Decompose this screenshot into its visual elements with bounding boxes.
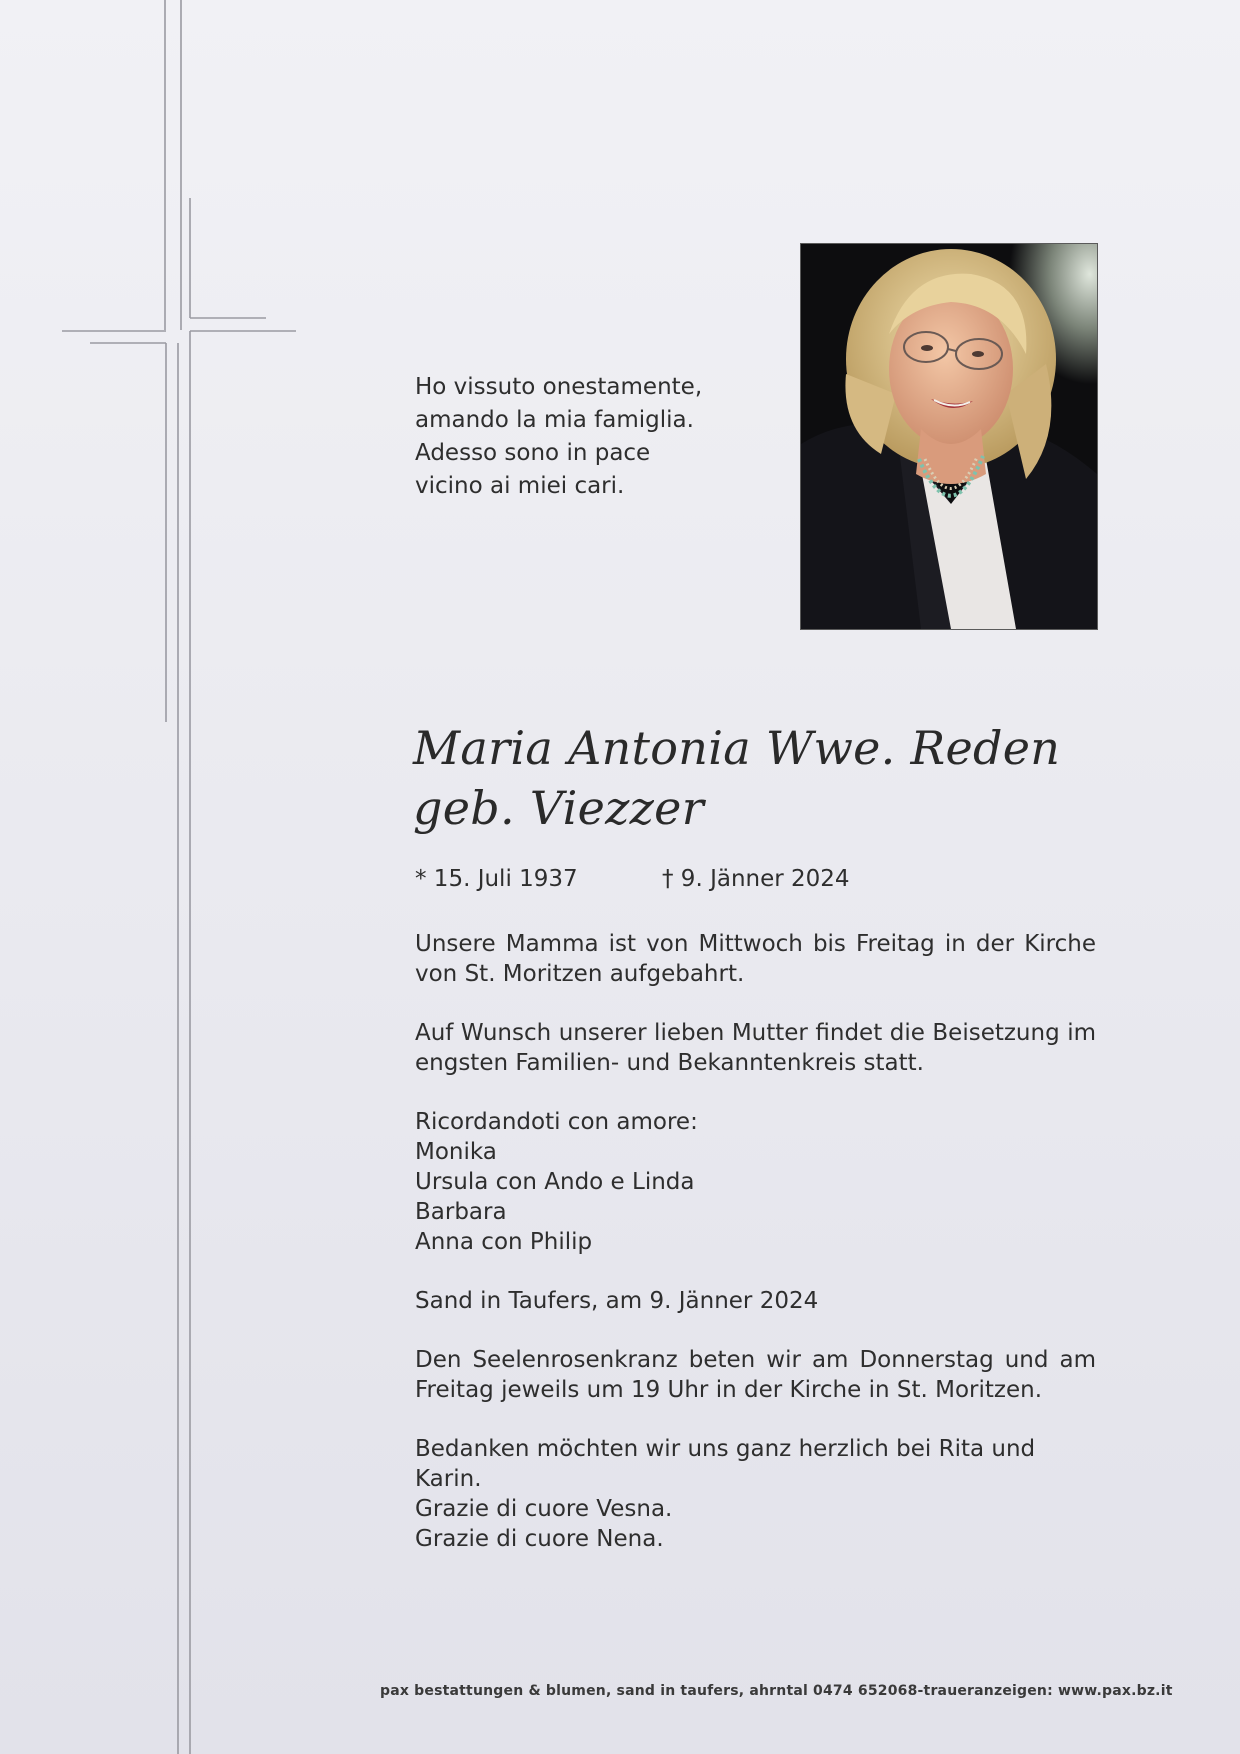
life-dates [415, 864, 1115, 894]
poem [415, 371, 735, 503]
family-member: Barbara [415, 1199, 507, 1225]
poem-line: Ho vissuto onestamente, [415, 374, 703, 400]
place-date: Sand in Taufers, am 9. Jänner 2024 [415, 1288, 819, 1314]
thanks-line: Grazie di cuore Vesna. [415, 1496, 673, 1522]
death-date: † 9. Jänner 2024 [662, 866, 850, 892]
cross-ornament [0, 0, 320, 1754]
name-line-1: Maria Antonia Wwe. Reden [413, 721, 1061, 775]
thanks-line: Bedanken möchten wir uns ganz herzlich bei Rita und Karin. [415, 1436, 1036, 1492]
family-member: Ursula con Ando e Linda [415, 1169, 695, 1195]
paragraph-rosary: Den Seelenrosenkranz beten wir am Donnerstag und am Freitag jeweils um 19 Uhr in der Kirche in St. Moritzen. [415, 1347, 1096, 1403]
poem-line: Adesso sono in pace [415, 440, 651, 466]
family-heading: Ricordandoti con amore: [415, 1109, 698, 1135]
portrait-photo [800, 243, 1098, 630]
paragraph-burial: Auf Wunsch unserer lieben Mutter findet die Beisetzung im engsten Familien- und Bekanntenkreis statt. [415, 1020, 1096, 1076]
thanks-line: Grazie di cuore Nena. [415, 1526, 664, 1552]
birth-date: * 15. Juli 1937 [415, 866, 578, 892]
name-line-2: geb. Viezzer [413, 781, 704, 835]
thanks [415, 1434, 1096, 1554]
obituary-text [415, 929, 1096, 1583]
paragraph-viewing: Unsere Mamma ist von Mittwoch bis Freitag in der Kirche von St. Moritzen aufgebahrt. [415, 931, 1096, 987]
footer-imprint: pax bestattungen & blumen, sand in taufers, ahrntal 0474 652068-traueranzeigen: www.pax.bz.it [380, 1683, 1173, 1699]
poem-line: amando la mia famiglia. [415, 407, 694, 433]
family-list [415, 1107, 1096, 1257]
poem-line: vicino ai miei cari. [415, 473, 625, 499]
family-member: Anna con Philip [415, 1229, 593, 1255]
family-member: Monika [415, 1139, 497, 1165]
portrait-icon [801, 244, 1097, 629]
deceased-name [413, 718, 1113, 838]
cross-icon [0, 0, 320, 1754]
